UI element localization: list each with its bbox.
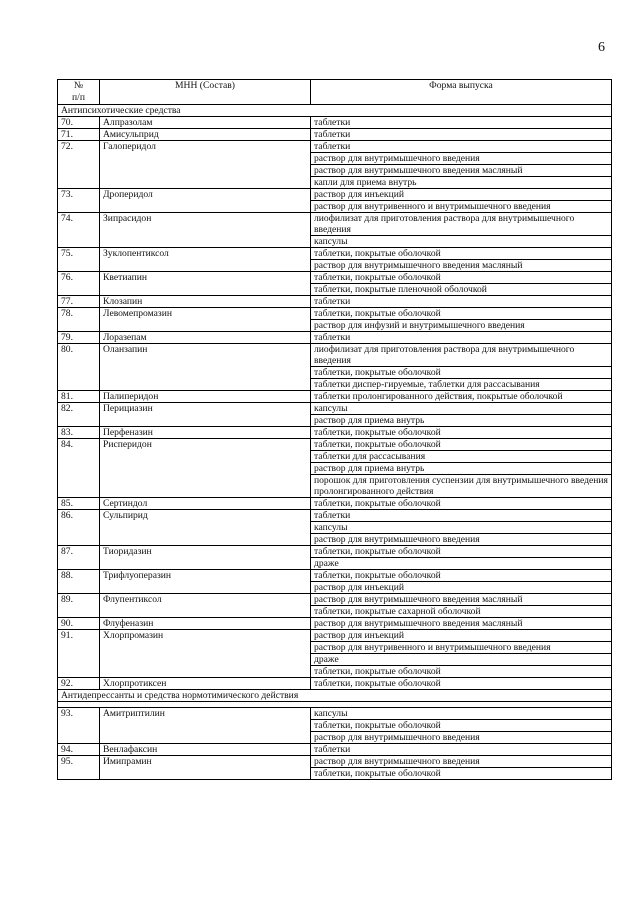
- table-row: [58, 141, 612, 153]
- release-form: лиофилизат для приготовления раствора для внутримышечного введения: [311, 344, 612, 367]
- row-number: 89.: [58, 594, 100, 618]
- row-number: 80.: [58, 344, 100, 391]
- release-form: драже: [311, 558, 612, 570]
- row-number: 71.: [58, 129, 100, 141]
- release-form: таблетки, покрытые оболочкой: [311, 272, 612, 284]
- table-row: [58, 498, 612, 510]
- release-form: раствор для внутримышечного введения масляный: [311, 594, 612, 606]
- row-number: 81.: [58, 391, 100, 403]
- section-row: [58, 690, 612, 702]
- release-form: раствор для внутримышечного введения масляный: [311, 165, 612, 177]
- row-number: 90.: [58, 618, 100, 630]
- table-row: [58, 439, 612, 451]
- row-number: 78.: [58, 308, 100, 332]
- release-form: капсулы: [311, 236, 612, 248]
- drug-table: [57, 79, 612, 780]
- inn-name: Лоразепам: [100, 332, 311, 344]
- row-number: 91.: [58, 630, 100, 678]
- inn-name: Перициазин: [100, 403, 311, 427]
- inn-name: Зуклопентиксол: [100, 248, 311, 272]
- table-header-row: [58, 80, 612, 105]
- table-row: [58, 248, 612, 260]
- inn-name: Зипрасидон: [100, 213, 311, 248]
- row-number: 92.: [58, 678, 100, 690]
- release-form: раствор для внутримышечного введения: [311, 732, 612, 744]
- inn-name: Венлафаксин: [100, 744, 311, 756]
- inn-name: Кветиапин: [100, 272, 311, 296]
- release-form: таблетки, покрытые оболочкой: [311, 666, 612, 678]
- release-form: таблетки, покрытые оболочкой: [311, 720, 612, 732]
- row-number: 82.: [58, 403, 100, 427]
- release-form: таблетки, покрытые оболочкой: [311, 546, 612, 558]
- release-form: капсулы: [311, 708, 612, 720]
- release-form: таблетки, покрытые оболочкой: [311, 768, 612, 780]
- table-row: [58, 618, 612, 630]
- release-form: таблетки, покрытые сахарной оболочкой: [311, 606, 612, 618]
- inn-name: Амитриптилин: [100, 708, 311, 744]
- inn-name: Оланзапин: [100, 344, 311, 391]
- release-form: таблетки: [311, 296, 612, 308]
- inn-name: Имипрамин: [100, 756, 311, 780]
- row-number: 93.: [58, 708, 100, 744]
- table-row: [58, 213, 612, 236]
- release-form: раствор для внутримышечного введения масляный: [311, 260, 612, 272]
- section-heading: Антидепрессанты и средства нормотимического действия: [58, 690, 612, 702]
- row-number: 75.: [58, 248, 100, 272]
- table-row: [58, 332, 612, 344]
- header-num: [58, 80, 100, 105]
- table-row: [58, 594, 612, 606]
- inn-name: Галоперидол: [100, 141, 311, 189]
- release-form: раствор для инъекций: [311, 630, 612, 642]
- release-form: лиофилизат для приготовления раствора для внутримышечного введения: [311, 213, 612, 236]
- release-form: таблетки, покрытые пленочной оболочкой: [311, 284, 612, 296]
- release-form: раствор для инъекций: [311, 582, 612, 594]
- row-number: 73.: [58, 189, 100, 213]
- release-form: капсулы: [311, 522, 612, 534]
- table-body: [58, 105, 612, 780]
- table-row: [58, 546, 612, 558]
- release-form: раствор для инфузий и внутримышечного введения: [311, 320, 612, 332]
- release-form: раствор для внутримышечного введения: [311, 534, 612, 546]
- row-number: 83.: [58, 427, 100, 439]
- inn-name: Перфеназин: [100, 427, 311, 439]
- row-number: 74.: [58, 213, 100, 248]
- inn-name: Сертиндол: [100, 498, 311, 510]
- table-row: [58, 308, 612, 320]
- header-form: Форма выпуска: [311, 80, 612, 105]
- table-row: [58, 344, 612, 367]
- table-row: [58, 744, 612, 756]
- inn-name: Флуфеназин: [100, 618, 311, 630]
- release-form: таблетки, покрытые оболочкой: [311, 308, 612, 320]
- release-form: таблетки, покрытые оболочкой: [311, 498, 612, 510]
- table-row: [58, 427, 612, 439]
- row-number: 94.: [58, 744, 100, 756]
- release-form: раствор для внутримышечного введения: [311, 153, 612, 165]
- row-number: 70.: [58, 117, 100, 129]
- release-form: таблетки: [311, 129, 612, 141]
- release-form: таблетки: [311, 141, 612, 153]
- release-form: раствор для приема внутрь: [311, 463, 612, 475]
- table-row: [58, 391, 612, 403]
- inn-name: Клозапин: [100, 296, 311, 308]
- table-row: [58, 129, 612, 141]
- table-row: [58, 272, 612, 284]
- inn-name: Тиоридазин: [100, 546, 311, 570]
- table-row: [58, 678, 612, 690]
- release-form: раствор для инъекций: [311, 189, 612, 201]
- row-number: 72.: [58, 141, 100, 189]
- release-form: таблетки для рассасывания: [311, 451, 612, 463]
- release-form: таблетки, покрытые оболочкой: [311, 367, 612, 379]
- inn-name: Дроперидол: [100, 189, 311, 213]
- table-row: [58, 708, 612, 720]
- release-form: таблетки, покрытые оболочкой: [311, 427, 612, 439]
- inn-name: Алпразолам: [100, 117, 311, 129]
- inn-name: Хлорпромазин: [100, 630, 311, 678]
- row-number: 79.: [58, 332, 100, 344]
- inn-name: Флупентиксол: [100, 594, 311, 618]
- release-form: порошок для приготовления суспензии для внутримышечного введения пролонгированного действия: [311, 475, 612, 498]
- table-row: [58, 189, 612, 201]
- release-form: таблетки: [311, 744, 612, 756]
- table-row: [58, 117, 612, 129]
- release-form: раствор для приема внутрь: [311, 415, 612, 427]
- release-form: таблетки, покрытые оболочкой: [311, 248, 612, 260]
- row-number: 88.: [58, 570, 100, 594]
- release-form: раствор для внутривенного и внутримышечного введения: [311, 642, 612, 654]
- header-inn: МНН (Состав): [100, 80, 311, 105]
- table-row: [58, 756, 612, 768]
- release-form: таблетки пролонгированного действия, покрытые оболочкой: [311, 391, 612, 403]
- inn-name: Амисульприд: [100, 129, 311, 141]
- row-number: 77.: [58, 296, 100, 308]
- release-form: таблетки: [311, 117, 612, 129]
- release-form: капсулы: [311, 403, 612, 415]
- release-form: таблетки: [311, 510, 612, 522]
- section-heading: Антипсихотические средства: [58, 105, 612, 117]
- inn-name: Трифлуоперазин: [100, 570, 311, 594]
- table-row: [58, 510, 612, 522]
- inn-name: Левомепромазин: [100, 308, 311, 332]
- inn-name: Палиперидон: [100, 391, 311, 403]
- release-form: таблетки: [311, 332, 612, 344]
- row-number: 85.: [58, 498, 100, 510]
- header-num-sub: п/п: [72, 92, 85, 103]
- inn-name: Сульпирид: [100, 510, 311, 546]
- release-form: таблетки диспер-гируемые, таблетки для рассасывания: [311, 379, 612, 391]
- table-row: [58, 570, 612, 582]
- release-form: таблетки, покрытые оболочкой: [311, 439, 612, 451]
- header-num-label: №: [73, 80, 84, 91]
- table-row: [58, 630, 612, 642]
- page-number: 6: [598, 40, 605, 55]
- release-form: раствор для внутримышечного введения: [311, 756, 612, 768]
- release-form: таблетки, покрытые оболочкой: [311, 570, 612, 582]
- release-form: раствор для внутримышечного введения масляный: [311, 618, 612, 630]
- table-row: [58, 403, 612, 415]
- section-row: [58, 105, 612, 117]
- row-number: 87.: [58, 546, 100, 570]
- table-row: [58, 296, 612, 308]
- row-number: 86.: [58, 510, 100, 546]
- release-form: таблетки, покрытые оболочкой: [311, 678, 612, 690]
- row-number: 84.: [58, 439, 100, 498]
- row-number: 76.: [58, 272, 100, 296]
- row-number: 95.: [58, 756, 100, 780]
- release-form: драже: [311, 654, 612, 666]
- release-form: капли для приема внутрь: [311, 177, 612, 189]
- inn-name: Рисперидон: [100, 439, 311, 498]
- inn-name: Хлорпротиксен: [100, 678, 311, 690]
- release-form: раствор для внутривенного и внутримышечного введения: [311, 201, 612, 213]
